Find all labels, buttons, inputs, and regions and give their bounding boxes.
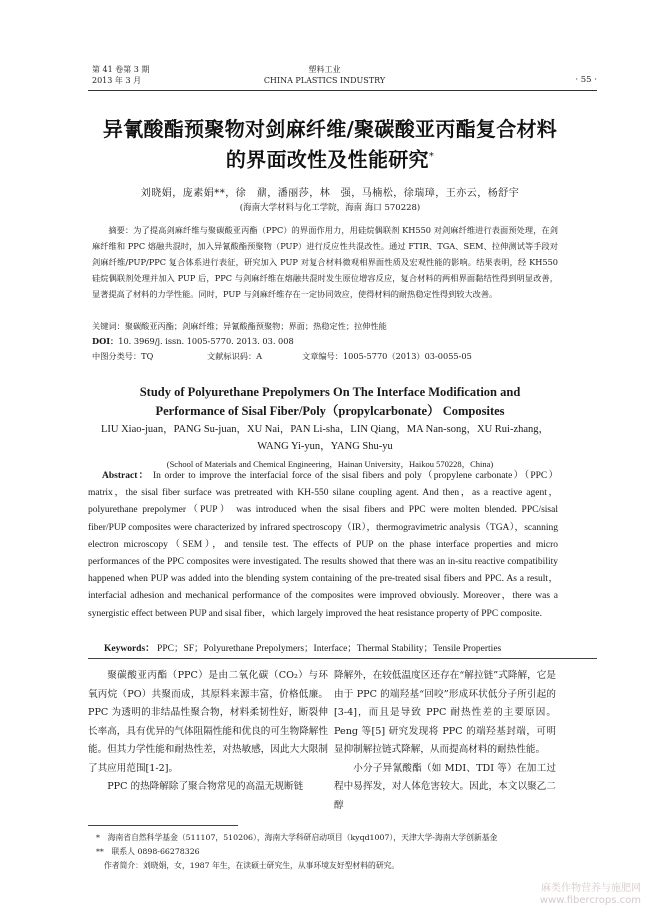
english-affiliation: (School of Materials and Chemical Engineering，Hainan University，Haikou 570228，China) [166, 459, 494, 469]
english-keywords-label: Keywords： [104, 644, 155, 654]
authors-cn: 刘晓娟，庞素娟**，徐 鼐，潘丽莎，林 强，马楠松，徐瑞璋，王亦云，杨舒宇 [140, 188, 520, 199]
journal-name-en: CHINA PLASTICS INDUSTRY [263, 76, 386, 85]
english-keywords-text: PPC；SF；Polyurethane Prepolymers；Interface；Thermal Stability；Tensile Properties [157, 644, 502, 654]
keywords-cn [92, 319, 558, 333]
footnote-contact: ** 联系人 0898-66278326 [96, 847, 200, 856]
paper-title-line2-text: 的界面改性及性能研究 [225, 147, 429, 172]
class-number: 中图分类号：TQ [92, 351, 154, 361]
english-abstract-label: Abstract： [102, 471, 150, 481]
body-column-right [334, 667, 556, 815]
footnote-fund: * 海南省自然科学基金（511107，510206），海南大学科研启动项目（kyqd1007），天津大学-海南大学创新基金 [96, 833, 498, 842]
english-title-line1: Study of Polyurethane Prepolymers On The Interface Modification and [139, 385, 521, 399]
abstract-divider [88, 658, 597, 659]
issue-date: 2013 年 3 月 [92, 76, 142, 85]
doi-label: DOI： [92, 336, 119, 346]
page-number: · 55 · [575, 75, 597, 85]
journal-name-cn: 塑料工业 [308, 65, 341, 74]
body-paragraph: PPC 的热降解除了聚合物常见的高温无规断链 [107, 781, 304, 792]
english-abstract-text: In order to improve the interfacial force of the sisal fibers and poly（propylene carbonate）（PPC） matrix，the sisal fiber surface was pretreated with KH-550 silane coupling agent. And then，as a reactive agent，polyurethane prepolymer（PUP） was introduced when the sisal fibers and PPC were molten blended. PPC/sisal fiber/PUP composites were characterized by infrared spectroscopy（IR），thermogravimetric analysis（TGA），scanning electron microscopy（SEM），and tensile test. The effects of PUP on the phase interface properties and micro performances of the PPC composites were investigated. The results showed that there was an in-situ reactive compatibility happened when PUP was added into the blending system containing of the pre-treated sisal fibers and PPC. As a result，interfacial adhesion and mechanical performance of the composites were improved obviously. Moreover，there was a synergistic effect between PUP and sisal fiber，which largely improved the heat resistance property of PPC composite. [88, 471, 559, 619]
english-keywords [104, 640, 560, 654]
doi-value: 10. 3969/j. issn. 1005-5770. 2013. 03. 008 [118, 336, 294, 346]
body-paragraph: 聚碳酸亚丙酯（PPC）是由二氧化碳（CO₂）与环氧丙烷（PO）共聚而成，其原料来源丰富，价格低廉。PPC 为透明的非结晶性聚合物，材料柔韧性好，断裂伸长率高，具有优异的气体阻隔性能和优良的可生物降解性能。但其力学性能和耐热性差，对热敏感，因此大大限制了其应用范围[1-2]。 [88, 670, 328, 774]
article-number: 文章编号：1005-5770（2013）03-0055-05 [302, 351, 472, 361]
watermark-line1: 麻类作物营养与施肥网 [541, 883, 641, 894]
abstract-cn [92, 222, 558, 302]
abstract-cn-text: 为了提高剑麻纤维与聚碳酸亚丙酯（PPC）的界面作用力，用硅烷偶联剂 KH550 对剑麻纤维进行表面预处理，在剑麻纤维和 PPC 熔融共混时，加入异氰酸酯预聚物（PUP）进行反应性共混改性。通过 FTIR、TGA、SEM、拉伸测试等手段对剑麻纤维/PUP/PPC 复合体系进行表征，研究加入 PUP 对复合材料微观相界面性质及宏观性能的影响。结果表明，经 KH550 硅烷偶联剂处理并加入 PUP 后，PPC 与剑麻纤维在熔融共混时发生原位增容反应，复合材料的两相界面黏结性得到明显改善，显著提高了材料的力学性能。同时，PUP 与剑麻纤维存在一定协同效应，使得材料的耐热稳定性得到较大改善。 [92, 225, 558, 299]
journal-name [0, 64, 649, 86]
paper-title-line2 [60, 143, 600, 174]
watermark-line2: www.fibercrops.com [539, 895, 641, 906]
english-authors-line2: WANG Yi-yun，YANG Shu-yu [257, 441, 393, 452]
paper-title-line1: 异氰酸酯预聚物对剑麻纤维/聚碳酸亚丙酯复合材料 [102, 117, 558, 141]
english-abstract [88, 468, 558, 623]
document-code: 文献标识码：A [207, 351, 263, 361]
english-authors-line1: LIU Xiao-juan，PANG Su-juan，XU Nai，PAN Li-sha，LIN Qiang，MA Nan-song，XU Rui-zhang， [100, 424, 550, 435]
affiliation-cn: (海南大学材料与化工学院，海南 海口 570228) [239, 203, 421, 213]
keywords-cn-label: 关键词： [92, 321, 125, 331]
classification-line [92, 349, 558, 363]
footnote-divider [88, 825, 238, 826]
watermark [491, 883, 641, 907]
header-divider [88, 90, 597, 91]
keywords-cn-text: 聚碳酸亚丙酯；剑麻纤维；异氰酸酯预聚物；界面；热稳定性；拉伸性能 [124, 321, 387, 331]
abstract-cn-label: 摘要： [108, 225, 134, 235]
title-footnote-mark: * [428, 151, 435, 162]
body-column-left [88, 667, 328, 797]
body-paragraph: 小分子异氰酸酯（如 MDI、TDI 等）在加工过程中易挥发，对人体危害较大。因此，本文以聚乙二醇 [334, 762, 556, 811]
doi-line [92, 334, 558, 348]
body-paragraph: 降解外，在较低温度区还存在“解拉链”式降解，它是由于 PPC 的端羟基“回咬”形成环状低分子所引起的[3-4]，而且是导致 PPC 耐热性差的主要原因。Peng 等[5] 研究发现将 PPC 的端羟基封端，可明显抑制解拉链式降解，从而提高材料的耐热性能。 [334, 670, 556, 755]
footnote-author-bio: 作者简介：刘晓娟，女，1987 年生，在读硕士研究生，从事环境友好型材料的研究。 [104, 861, 400, 870]
volume-issue: 第 41 卷第 3 期 [92, 65, 150, 74]
english-title-line2: Performance of Sisal Fiber/Poly（propylcarbonate） Composites [155, 404, 505, 418]
